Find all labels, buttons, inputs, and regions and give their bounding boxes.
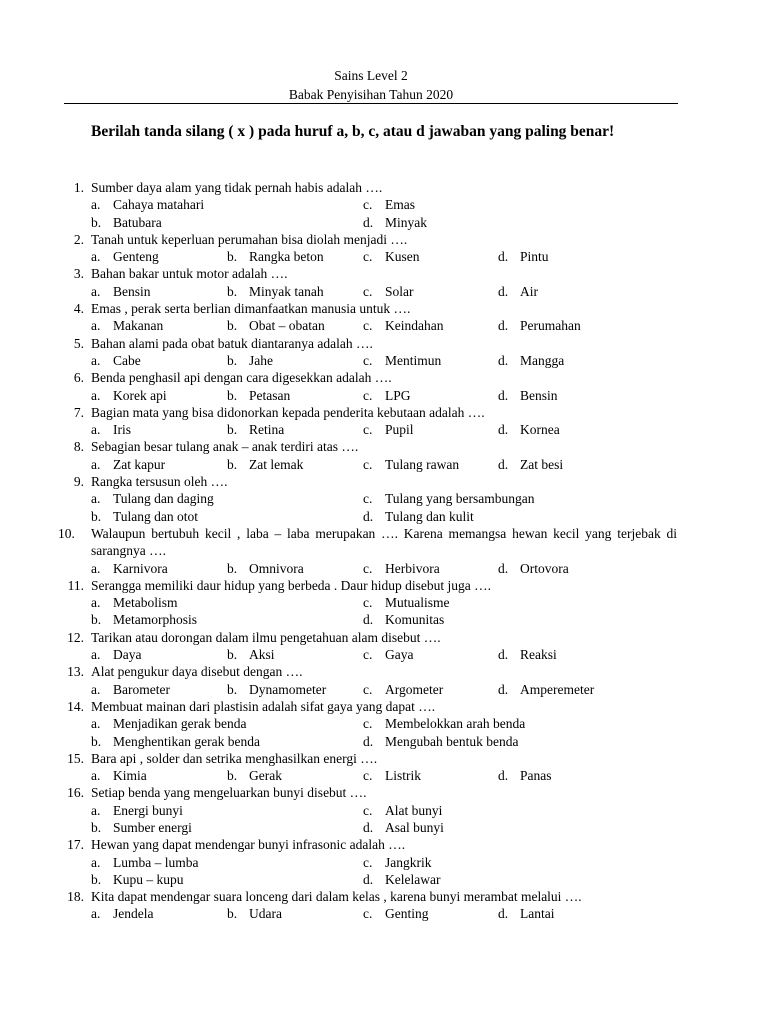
option-text: Zat besi <box>520 456 564 472</box>
option-text: Jahe <box>249 352 273 368</box>
question-text: Serangga memiliki daur hidup yang berbeda . Daur hidup disebut juga …. <box>91 577 492 593</box>
option-text: Tulang rawan <box>385 456 460 472</box>
option-text: Kupu – kupu <box>113 871 184 887</box>
question-number: 9. <box>73 474 84 490</box>
option-text: Bensin <box>113 283 151 299</box>
answer-option <box>498 646 557 663</box>
answer-option <box>91 819 192 836</box>
option-letter: d. <box>498 456 509 472</box>
option-text: Lantai <box>520 906 555 922</box>
option-letter: d. <box>363 612 374 628</box>
option-text: Barometer <box>113 681 170 697</box>
options-row <box>0 767 768 784</box>
question-number: 6. <box>73 370 84 386</box>
question-number: 14. <box>67 698 84 714</box>
options-row <box>0 560 768 577</box>
option-text: LPG <box>385 387 411 403</box>
question-number: 17. <box>67 837 84 853</box>
option-letter: d. <box>498 387 509 403</box>
answer-option <box>498 560 569 577</box>
option-text: Panas <box>520 768 552 784</box>
answer-option <box>91 283 151 300</box>
question-number: 16. <box>67 785 84 801</box>
option-letter: c. <box>363 491 373 507</box>
question-stem <box>0 300 677 317</box>
option-letter: b. <box>227 318 238 334</box>
option-letter: c. <box>363 560 373 576</box>
question-text: Setiap benda yang mengeluarkan bunyi disebut …. <box>91 785 367 801</box>
option-text: Sumber energi <box>113 819 192 835</box>
option-letter: c. <box>363 387 373 403</box>
question-list <box>0 179 768 923</box>
answer-option <box>498 681 594 698</box>
option-letter: a. <box>91 318 101 334</box>
options-row <box>0 594 768 611</box>
option-text: Zat kapur <box>113 456 166 472</box>
option-letter: b. <box>227 387 238 403</box>
option-text: Emas <box>385 197 415 213</box>
option-letter: a. <box>91 283 101 299</box>
option-text: Keindahan <box>385 318 444 334</box>
answer-option <box>91 905 153 922</box>
option-letter: b. <box>227 422 238 438</box>
option-text: Karnivora <box>113 560 168 576</box>
option-letter: a. <box>91 387 101 403</box>
option-text: Herbivora <box>385 560 440 576</box>
answer-option <box>91 767 147 784</box>
answer-option <box>363 196 415 213</box>
option-letter: b. <box>227 768 238 784</box>
option-text: Cahaya matahari <box>113 197 205 213</box>
answer-option <box>91 248 159 265</box>
options-row <box>0 490 768 507</box>
option-text: Tulang dan daging <box>113 491 214 507</box>
answer-option <box>227 317 325 334</box>
options-row <box>0 871 768 888</box>
option-letter: d. <box>498 422 509 438</box>
option-letter: d. <box>498 647 509 663</box>
option-text: Kornea <box>520 422 560 438</box>
question-stem <box>0 179 677 196</box>
question-number: 1. <box>73 180 84 195</box>
option-letter: c. <box>363 283 373 299</box>
option-letter: c. <box>363 456 373 472</box>
question-stem <box>0 265 677 282</box>
answer-option <box>498 248 549 265</box>
option-letter: a. <box>91 647 101 663</box>
question-number: 8. <box>73 439 84 455</box>
option-letter: d. <box>363 508 374 524</box>
option-text: Tulang yang bersambungan <box>385 491 535 507</box>
option-letter: c. <box>363 422 373 438</box>
answer-option <box>91 646 141 663</box>
answer-option <box>91 854 198 871</box>
option-text: Energi bunyi <box>113 802 183 818</box>
option-letter: b. <box>227 249 238 265</box>
answer-option <box>91 352 141 369</box>
option-letter: c. <box>363 595 373 611</box>
option-text: Metabolism <box>113 595 178 611</box>
question-number: 2. <box>73 231 84 247</box>
answer-option <box>91 196 204 213</box>
option-letter: d. <box>498 906 509 922</box>
option-letter: b. <box>227 456 238 472</box>
question-text: Rangka tersusun oleh …. <box>91 474 228 490</box>
question-number: 4. <box>73 301 84 317</box>
answer-option <box>91 560 168 577</box>
option-letter: c. <box>363 681 373 697</box>
answer-option <box>363 560 440 577</box>
options-row <box>0 819 768 836</box>
option-text: Aksi <box>249 647 275 663</box>
answer-option <box>363 733 518 750</box>
option-letter: a. <box>91 249 101 265</box>
option-letter: d. <box>498 283 509 299</box>
question-text: Walaupun bertubuh kecil , laba – laba merupakan …. Karena memangsa hewan kecil yang terjebak di sarangnya …. <box>91 525 677 559</box>
answer-option <box>363 854 432 871</box>
answer-option <box>363 594 450 611</box>
question-stem <box>0 629 677 646</box>
option-text: Tulang dan kulit <box>385 508 474 524</box>
option-text: Minyak tanah <box>249 283 324 299</box>
options-row <box>0 854 768 871</box>
option-text: Tulang dan otot <box>113 508 199 524</box>
options-row <box>0 283 768 300</box>
answer-option <box>363 802 442 819</box>
option-text: Obat – obatan <box>249 318 325 334</box>
answer-option <box>363 317 443 334</box>
answer-option <box>363 456 459 473</box>
option-letter: d. <box>498 318 509 334</box>
question-number: 18. <box>67 889 84 905</box>
option-text: Dynamometer <box>249 681 327 697</box>
question-stem <box>0 404 677 421</box>
answer-option <box>91 214 162 231</box>
option-letter: b. <box>91 508 102 524</box>
option-text: Udara <box>249 906 282 922</box>
option-letter: a. <box>91 854 101 870</box>
question-text: Tarikan atau dorongan dalam ilmu pengetahuan alam disebut …. <box>91 629 441 645</box>
option-text: Menjadikan gerak benda <box>113 716 247 732</box>
option-text: Menghentikan gerak benda <box>113 733 260 749</box>
answer-option <box>91 456 165 473</box>
answer-option <box>498 905 554 922</box>
question-stem <box>0 525 677 560</box>
answer-option <box>498 767 552 784</box>
answer-option <box>91 733 260 750</box>
option-text: Iris <box>113 422 131 438</box>
question-stem <box>0 473 677 490</box>
question-number: 3. <box>73 266 84 282</box>
option-text: Jangkrik <box>385 854 432 870</box>
option-text: Daya <box>113 647 142 663</box>
option-letter: b. <box>227 560 238 576</box>
option-letter: b. <box>91 819 102 835</box>
answer-option <box>91 871 184 888</box>
answer-option <box>363 681 443 698</box>
question-text: Bara api , solder dan setrika menghasilkan energi …. <box>91 750 378 766</box>
option-letter: c. <box>363 249 373 265</box>
answer-option <box>227 352 273 369</box>
option-letter: c. <box>363 647 373 663</box>
question-stem <box>0 698 677 715</box>
option-letter: a. <box>91 681 101 697</box>
option-letter: c. <box>363 802 373 818</box>
question-number: 15. <box>67 750 84 766</box>
options-row <box>0 905 768 922</box>
option-text: Pintu <box>520 249 549 265</box>
question-text: Sumber daya alam yang tidak pernah habis adalah …. <box>91 180 383 195</box>
question-stem <box>0 750 677 767</box>
header-round: Babak Penyisihan Tahun 2020 <box>288 87 454 102</box>
question-text: Benda penghasil api dengan cara digesekkan adalah …. <box>91 370 392 386</box>
options-row <box>0 681 768 698</box>
option-text: Minyak <box>385 214 427 230</box>
question-number: 7. <box>73 404 84 420</box>
answer-option <box>91 681 170 698</box>
option-letter: b. <box>91 214 102 230</box>
question-text: Tanah untuk keperluan perumahan bisa diolah menjadi …. <box>91 231 408 247</box>
option-letter: d. <box>498 768 509 784</box>
option-letter: c. <box>363 716 373 732</box>
options-row <box>0 421 768 438</box>
option-letter: c. <box>363 854 373 870</box>
option-letter: a. <box>91 197 101 213</box>
question-text: Emas , perak serta berlian dimanfaatkan manusia untuk …. <box>91 301 411 317</box>
option-letter: b. <box>227 681 238 697</box>
question-number: 13. <box>67 664 84 680</box>
option-text: Membelokkan arah benda <box>385 716 526 732</box>
options-row <box>0 248 768 265</box>
option-text: Retina <box>249 422 285 438</box>
question-text: Bahan bakar untuk motor adalah …. <box>91 266 288 282</box>
options-row <box>0 611 768 628</box>
answer-option <box>363 352 441 369</box>
option-letter: d. <box>363 733 374 749</box>
options-row <box>0 317 768 334</box>
option-text: Makanan <box>113 318 164 334</box>
option-text: Mengubah bentuk benda <box>385 733 519 749</box>
question-stem <box>0 577 677 594</box>
option-letter: a. <box>91 906 101 922</box>
option-letter: d. <box>498 249 509 265</box>
answer-option <box>498 456 563 473</box>
option-letter: a. <box>91 456 101 472</box>
option-letter: d. <box>363 214 374 230</box>
answer-option <box>91 715 246 732</box>
question-number: 12. <box>67 629 84 645</box>
option-text: Genteng <box>113 249 159 265</box>
answer-option <box>91 594 178 611</box>
option-letter: b. <box>227 906 238 922</box>
option-text: Gerak <box>249 768 282 784</box>
option-text: Amperemeter <box>520 681 595 697</box>
options-row <box>0 456 768 473</box>
question-stem <box>0 836 677 853</box>
option-letter: a. <box>91 802 101 818</box>
option-letter: b. <box>91 733 102 749</box>
question-number: 11. <box>67 577 84 593</box>
options-row <box>0 733 768 750</box>
option-text: Mutualisme <box>385 595 450 611</box>
question-stem <box>0 784 677 801</box>
answer-option <box>227 456 303 473</box>
option-text: Air <box>520 283 538 299</box>
question-text: Membuat mainan dari plastisin adalah sifat gaya yang dapat …. <box>91 698 436 714</box>
question-text: Kita dapat mendengar suara lonceng dari dalam kelas , karena bunyi merambat melalui …. <box>91 889 582 905</box>
question-text: Sebagian besar tulang anak – anak terdiri atas …. <box>91 439 359 455</box>
option-letter: b. <box>227 647 238 663</box>
question-stem <box>0 888 677 905</box>
answer-option <box>227 283 324 300</box>
option-text: Omnivora <box>249 560 304 576</box>
option-letter: b. <box>91 612 102 628</box>
option-letter: b. <box>227 352 238 368</box>
answer-option <box>363 819 444 836</box>
option-letter: c. <box>363 197 373 213</box>
answer-option <box>363 508 474 525</box>
option-letter: c. <box>363 352 373 368</box>
answer-option <box>227 560 304 577</box>
answer-option <box>363 248 420 265</box>
answer-option <box>363 421 414 438</box>
option-text: Petasan <box>249 387 291 403</box>
question-stem <box>0 369 677 386</box>
question-text: Bahan alami pada obat batuk diantaranya adalah …. <box>91 335 373 351</box>
option-letter: a. <box>91 716 101 732</box>
answer-option <box>227 646 275 663</box>
question-stem <box>0 438 677 455</box>
question-text: Bagian mata yang bisa didonorkan kepada penderita kebutaan adalah …. <box>91 404 485 420</box>
header-subject: Sains Level 2 <box>334 68 408 83</box>
option-text: Solar <box>385 283 414 299</box>
answer-option <box>498 421 560 438</box>
answer-option <box>498 317 581 334</box>
option-text: Metamorphosis <box>113 612 197 628</box>
answer-option <box>227 248 324 265</box>
option-letter: c. <box>363 318 373 334</box>
option-letter: d. <box>363 871 374 887</box>
question-text: Hewan yang dapat mendengar bunyi infrasonic adalah …. <box>91 837 406 853</box>
answer-option <box>363 283 414 300</box>
question-stem <box>0 231 677 248</box>
answer-option <box>91 490 214 507</box>
option-text: Reaksi <box>520 647 557 663</box>
option-text: Korek api <box>113 387 167 403</box>
option-text: Zat lemak <box>249 456 304 472</box>
answer-option <box>498 387 558 404</box>
answer-option <box>363 387 411 404</box>
answer-option <box>363 490 534 507</box>
option-text: Ortovora <box>520 560 569 576</box>
options-row <box>0 802 768 819</box>
options-row <box>0 715 768 732</box>
answer-option <box>227 767 282 784</box>
option-letter: b. <box>91 871 102 887</box>
options-row <box>0 387 768 404</box>
option-text: Pupil <box>385 422 414 438</box>
answer-option <box>91 611 197 628</box>
option-text: Kusen <box>385 249 420 265</box>
option-text: Gaya <box>385 647 414 663</box>
option-letter: d. <box>498 560 509 576</box>
answer-option <box>227 681 326 698</box>
option-text: Mangga <box>520 352 565 368</box>
instruction-text: Berilah tanda silang ( x ) pada huruf a, b, c, atau d jawaban yang paling benar! <box>91 123 615 140</box>
option-text: Alat bunyi <box>385 802 443 818</box>
answer-option <box>363 905 429 922</box>
answer-option <box>91 387 167 404</box>
option-text: Cabe <box>113 352 141 368</box>
answer-option <box>227 387 290 404</box>
option-letter: a. <box>91 560 101 576</box>
option-letter: a. <box>91 595 101 611</box>
options-row <box>0 352 768 369</box>
answer-option <box>498 352 564 369</box>
options-row <box>0 508 768 525</box>
option-letter: d. <box>363 819 374 835</box>
option-letter: a. <box>91 422 101 438</box>
answer-option <box>363 611 444 628</box>
option-text: Mentimun <box>385 352 442 368</box>
answer-option <box>227 905 282 922</box>
option-letter: a. <box>91 768 101 784</box>
question-number: 10. <box>58 525 75 541</box>
question-stem <box>0 335 677 352</box>
answer-option <box>363 646 413 663</box>
option-letter: c. <box>363 906 373 922</box>
question-number: 5. <box>73 335 84 351</box>
answer-option <box>227 421 284 438</box>
header-divider <box>64 103 678 104</box>
answer-option <box>363 871 440 888</box>
answer-option <box>91 508 198 525</box>
option-text: Kimia <box>113 768 147 784</box>
options-row <box>0 196 768 213</box>
answer-option <box>498 283 538 300</box>
option-text: Jendela <box>113 906 154 922</box>
option-text: Perumahan <box>520 318 581 334</box>
option-text: Komunitas <box>385 612 445 628</box>
question-text: Alat pengukur daya disebut dengan …. <box>91 664 303 680</box>
answer-option <box>363 715 525 732</box>
answer-option <box>91 421 131 438</box>
option-letter: b. <box>227 283 238 299</box>
option-text: Batubara <box>113 214 162 230</box>
option-letter: c. <box>363 768 373 784</box>
option-text: Lumba – lumba <box>113 854 199 870</box>
option-text: Rangka beton <box>249 249 324 265</box>
question-stem <box>0 663 677 680</box>
option-text: Genting <box>385 906 429 922</box>
option-text: Argometer <box>385 681 444 697</box>
option-text: Kelelawar <box>385 871 441 887</box>
answer-option <box>363 767 421 784</box>
answer-option <box>91 802 183 819</box>
option-text: Listrik <box>385 768 421 784</box>
option-letter: a. <box>91 491 101 507</box>
options-row <box>0 646 768 663</box>
option-text: Bensin <box>520 387 558 403</box>
options-row <box>0 214 768 231</box>
answer-option <box>91 317 163 334</box>
option-letter: d. <box>498 681 509 697</box>
option-letter: d. <box>498 352 509 368</box>
option-letter: a. <box>91 352 101 368</box>
answer-option <box>363 214 427 231</box>
option-text: Asal bunyi <box>385 819 444 835</box>
